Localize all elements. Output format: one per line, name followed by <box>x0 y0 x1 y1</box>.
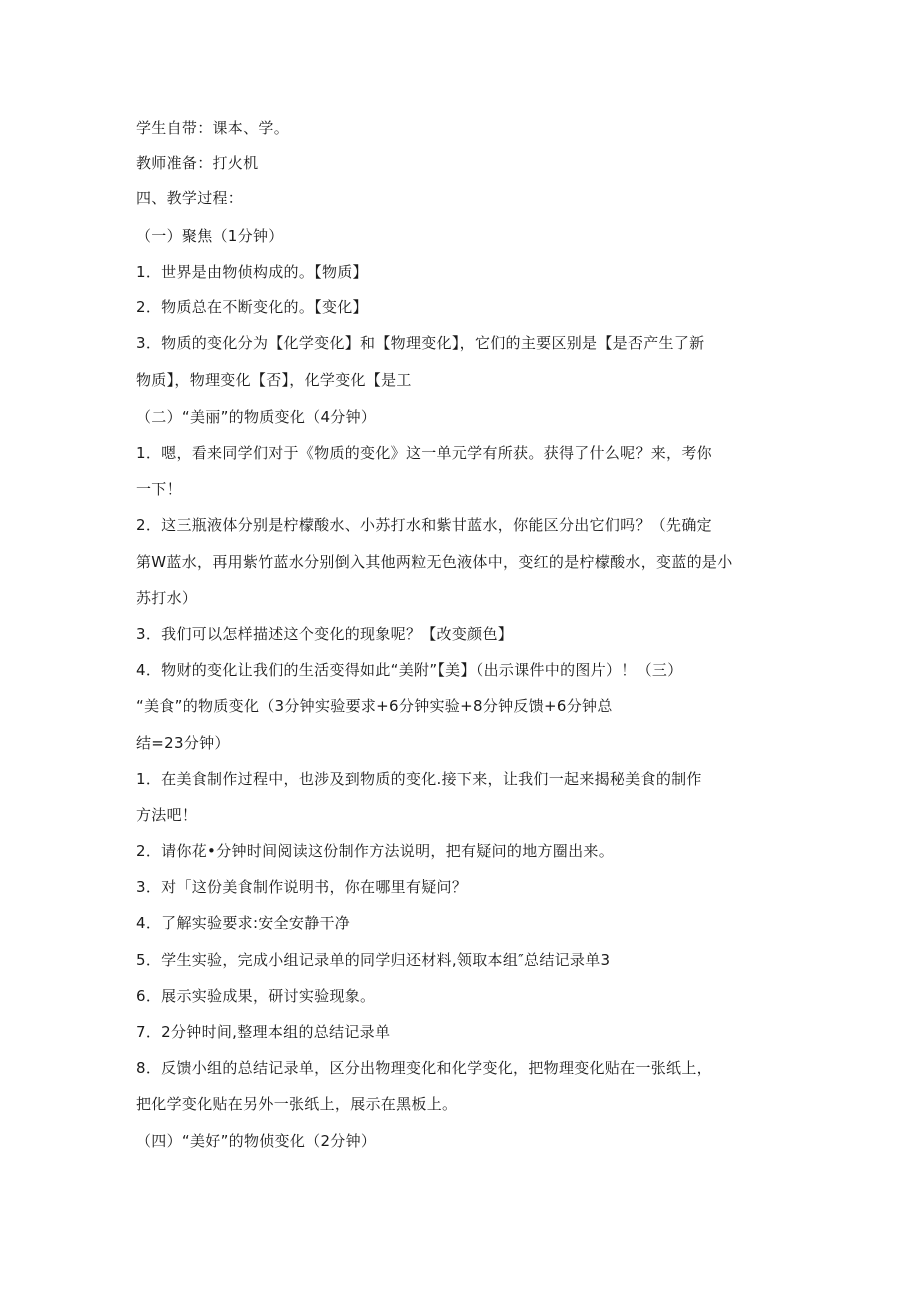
list-item: 1．在美食制作过程中，也涉及到物质的变化.接下来，让我们一起来揭秘美食的制作 <box>136 770 702 788</box>
subsection-heading: （四）“美好”的物侦变化（2分钟） <box>136 1132 377 1150</box>
list-item: 3．物质的变化分为【化学变化】和【物理变化】，它们的主要区别是【是否产生了新 <box>136 334 705 352</box>
list-item: 7．2分钟时间,整理本组的总结记录单 <box>136 1023 391 1041</box>
list-item: 2．这三瓶液体分别是柠檬酸水、小苏打水和紫甘蓝水，你能区分出它们吗？（先确定 <box>136 516 712 534</box>
list-item: 1．嗯，看来同学们对于《物质的变化》这一单元学有所获。获得了什么呢？来，考你 <box>136 444 712 462</box>
list-item: 3．对「这份美食制作说明书，你在哪里有疑问？ <box>136 878 468 896</box>
list-item-continuation: 把化学变化贴在另外一张纸上，展示在黑板上。 <box>136 1095 458 1113</box>
list-item-continuation: 第W蓝水，再用紫竹蓝水分别倒入其他两粒无色液体中，变红的是柠檬酸水，变蓝的是小 <box>136 553 733 571</box>
subsection-heading: （二）“美丽”的物质变化（4分钟） <box>136 408 377 426</box>
list-item: 2．请你花•分钟时间阅读这份制作方法说明，把有疑问的地方圈出来。 <box>136 842 614 860</box>
list-item: 4．物财的变化让我们的生活变得如此“美附”【美】（出示课件中的图片）！（三） <box>136 661 683 679</box>
list-item: 5．学生实验，完成小组记录单的同学归还材料,领取本组″总结记录单3 <box>136 951 611 969</box>
list-item-continuation: 物质】，物理变化【否】，化学变化【是工 <box>136 371 412 389</box>
list-item: 4．了解实验要求:安全安静干净 <box>136 914 351 932</box>
list-item: 3．我们可以怎样描述这个变化的现象呢？【改变颜色】 <box>136 625 514 643</box>
student-materials-line: 学生自带：课本、学。 <box>136 119 290 137</box>
section-heading: 四、教学过程： <box>136 189 244 207</box>
list-item-continuation: 方法吧！ <box>136 806 198 824</box>
teacher-materials-line: 教师准备：打火机 <box>136 154 259 172</box>
subsection-heading: “美食”的物质变化（3分钟实验要求+6分钟实验+8分钟反馈+6分钟总 <box>136 697 613 715</box>
list-item: 6．展示实验成果，研讨实验现象。 <box>136 987 376 1005</box>
list-item: 2．物质总在不断变化的。【变化】 <box>136 298 368 316</box>
list-item-continuation: 一下！ <box>136 480 182 498</box>
list-item: 8．反馈小组的总结记录单，区分出物理变化和化学变化，把物理变化贴在一张纸上， <box>136 1059 712 1077</box>
subsection-heading: （一）聚焦（1分钟） <box>136 227 284 245</box>
list-item: 1．世界是由物侦构成的。【物质】 <box>136 263 368 281</box>
subsection-heading-continuation: 结=23分钟） <box>136 734 230 752</box>
list-item-continuation: 苏打水） <box>136 589 198 607</box>
